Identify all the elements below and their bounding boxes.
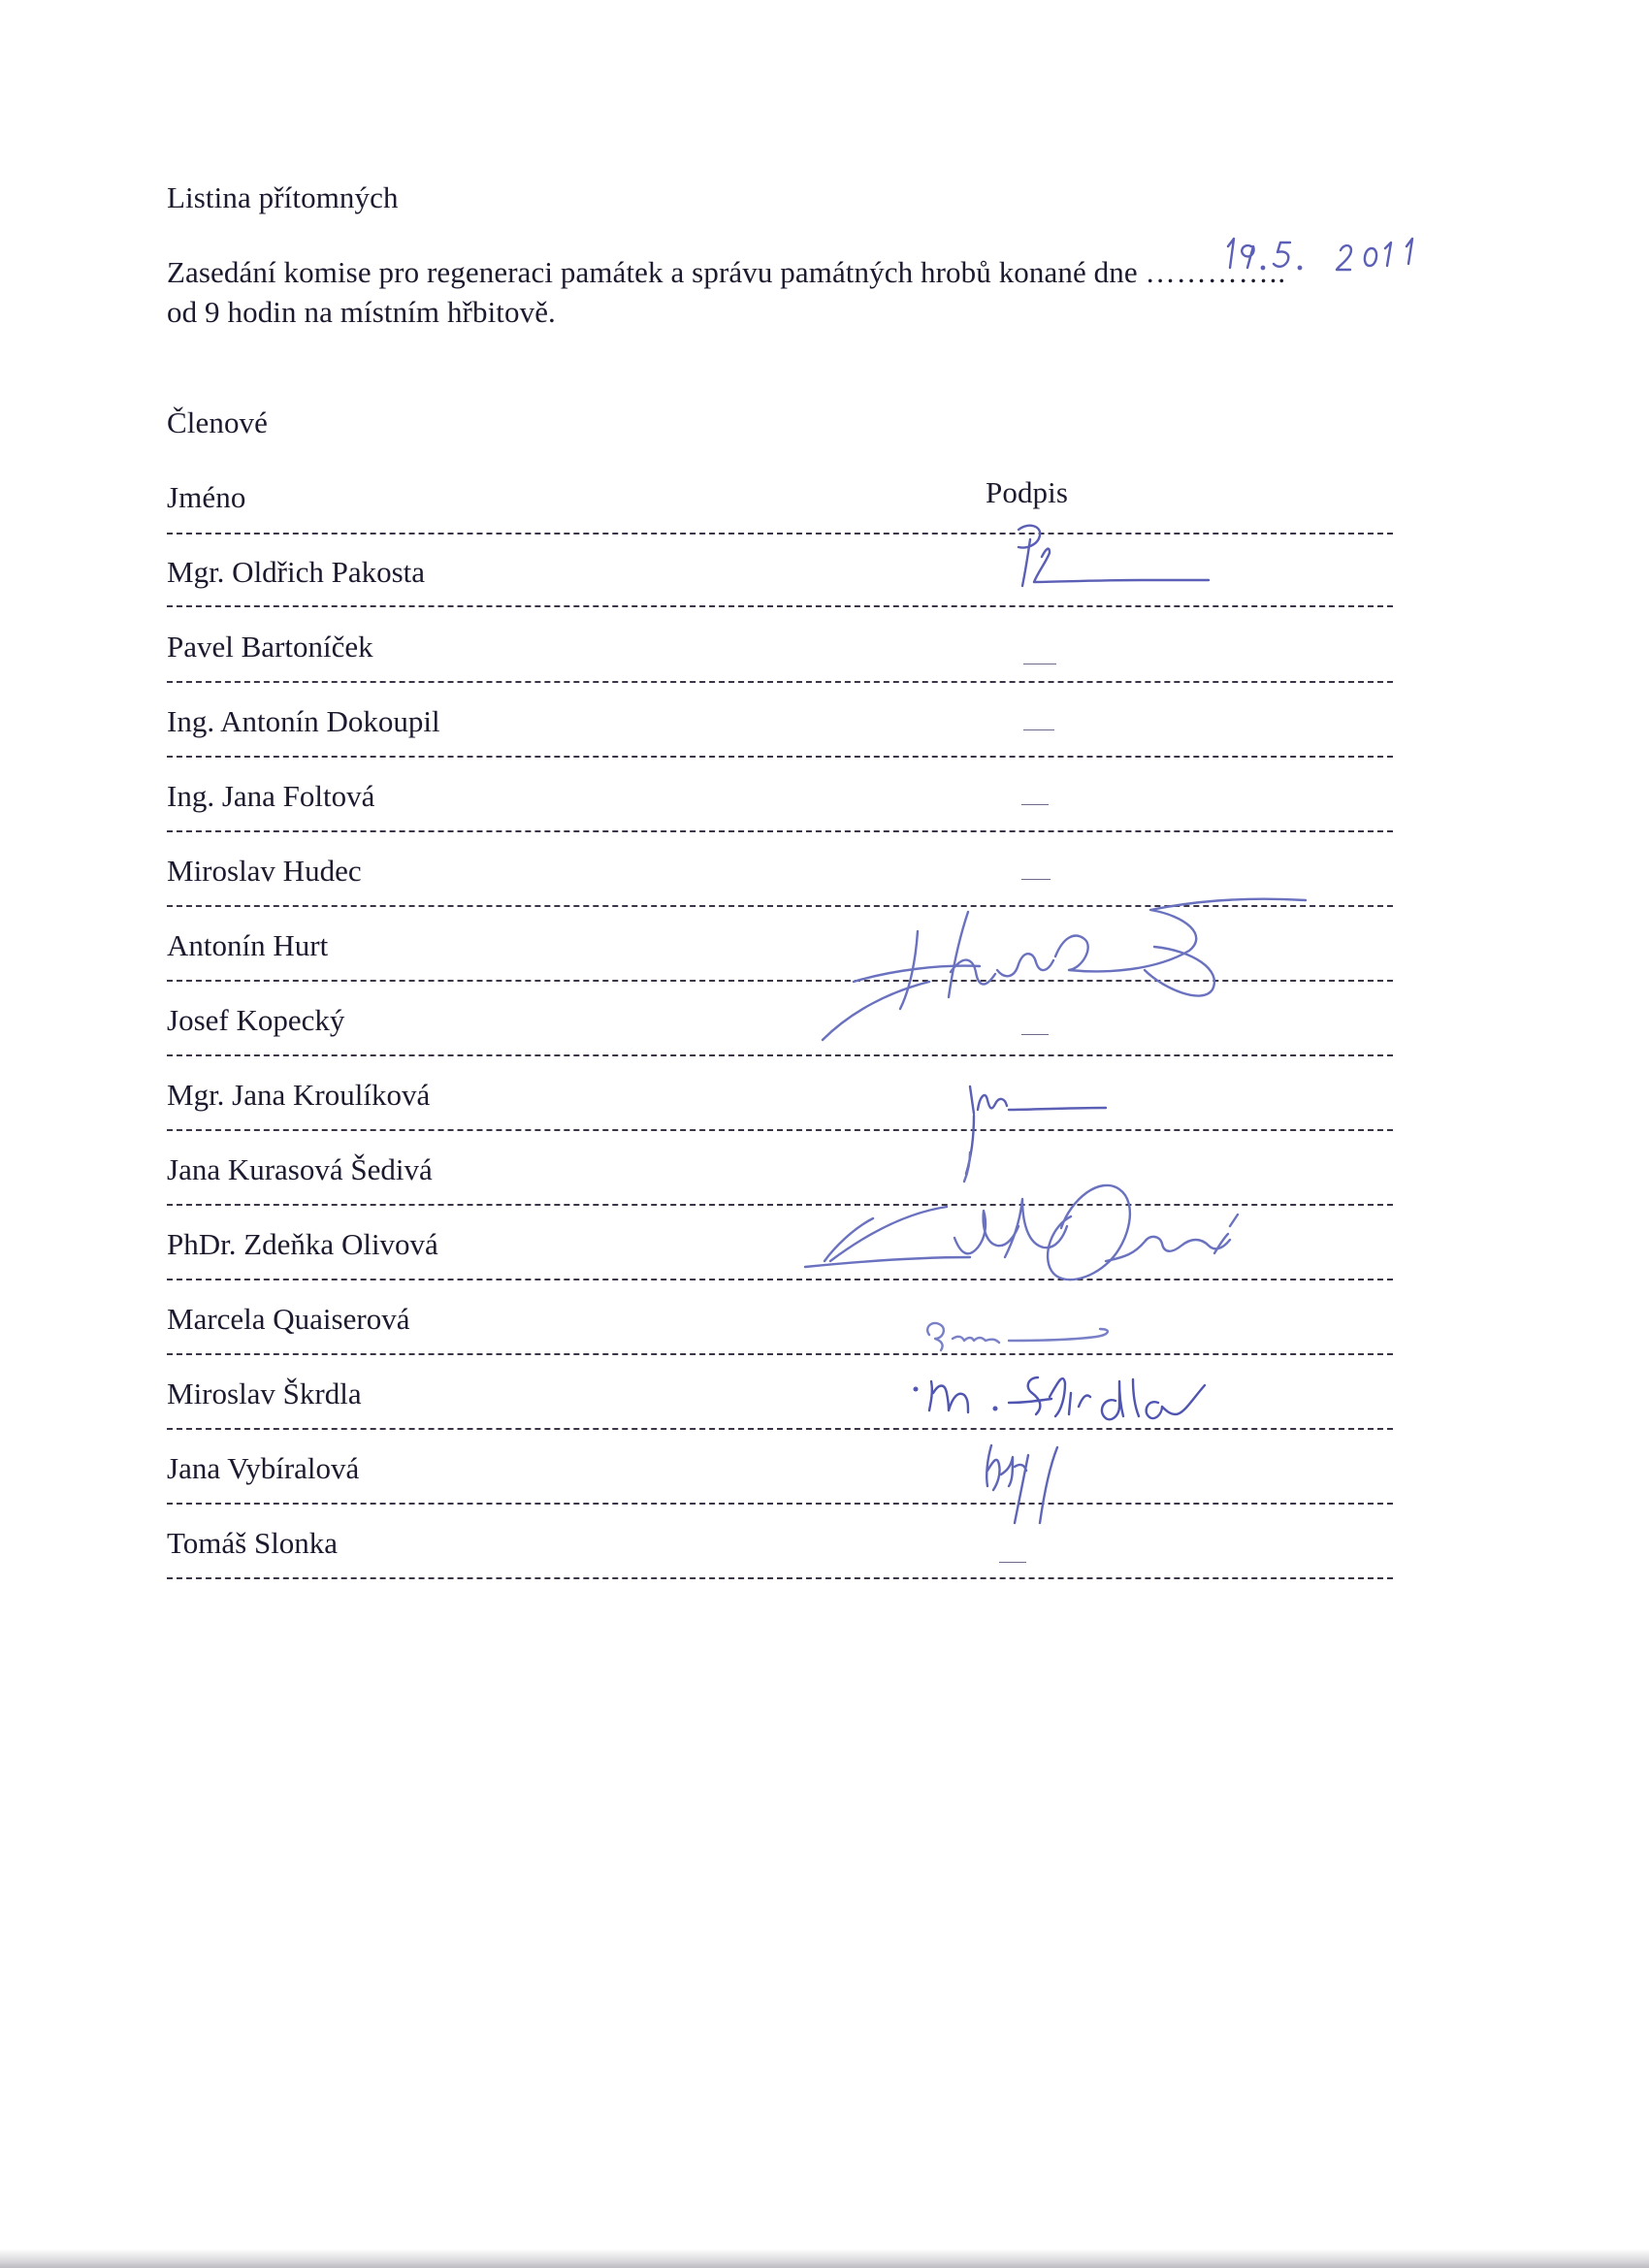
row-rule-11 bbox=[167, 1353, 1393, 1355]
member-name-7: Josef Kopecký bbox=[167, 1003, 345, 1037]
row-rule-4 bbox=[167, 830, 1393, 832]
member-name-2: Pavel Bartoníček bbox=[167, 630, 373, 664]
absence-dash-slonka bbox=[999, 1562, 1026, 1563]
signature-pakosta bbox=[1018, 526, 1209, 586]
signature-kurasova-mark bbox=[964, 1152, 970, 1182]
signature-quaiserova bbox=[927, 1323, 1108, 1350]
members-heading: Členové bbox=[167, 405, 269, 439]
absence-dash-foltova bbox=[1021, 804, 1049, 805]
document-title: Listina přítomných bbox=[167, 180, 399, 214]
member-name-11: Marcela Quaiserová bbox=[167, 1302, 410, 1336]
date-fill-dots: ………….. bbox=[1145, 255, 1287, 289]
row-rule-2 bbox=[167, 681, 1393, 683]
member-name-10: PhDr. Zdeňka Olivová bbox=[167, 1227, 438, 1261]
signature-olivova bbox=[805, 1185, 1238, 1280]
absence-dash-hudec bbox=[1021, 879, 1051, 880]
member-name-9: Jana Kurasová Šedivá bbox=[167, 1152, 433, 1186]
meeting-description-line-1 bbox=[167, 257, 1286, 287]
column-header-signature: Podpis bbox=[986, 475, 1069, 509]
member-name-4: Ing. Jana Foltová bbox=[167, 779, 375, 813]
header-rule bbox=[167, 533, 1393, 535]
signature-skrdla bbox=[915, 1377, 1205, 1419]
member-name-1: Mgr. Oldřich Pakosta bbox=[167, 555, 426, 589]
signature-hurt bbox=[823, 899, 1306, 1040]
meeting-description-line-2: od 9 hodin na místním hřbitově. bbox=[167, 295, 556, 329]
member-name-5: Miroslav Hudec bbox=[167, 854, 362, 888]
absence-dash-kopecky bbox=[1021, 1034, 1049, 1035]
row-rule-5 bbox=[167, 905, 1393, 907]
row-rule-14 bbox=[167, 1577, 1393, 1579]
row-rule-9 bbox=[167, 1204, 1393, 1206]
member-name-3: Ing. Antonín Dokoupil bbox=[167, 704, 440, 738]
row-rule-7 bbox=[167, 1054, 1393, 1056]
row-rule-12 bbox=[167, 1428, 1393, 1430]
row-rule-1 bbox=[167, 605, 1393, 607]
signature-vybiralova bbox=[986, 1445, 1057, 1523]
member-name-12: Miroslav Škrdla bbox=[167, 1377, 362, 1410]
column-header-name: Jméno bbox=[167, 480, 246, 514]
row-rule-3 bbox=[167, 756, 1393, 758]
meeting-description-text: Zasedání komise pro regeneraci památek a správu památných hrobů konané dne bbox=[167, 255, 1138, 289]
row-rule-10 bbox=[167, 1279, 1393, 1280]
scan-bottom-edge bbox=[0, 2249, 1649, 2268]
row-rule-6 bbox=[167, 980, 1393, 982]
row-rule-13 bbox=[167, 1503, 1393, 1505]
absence-dash-dokoupil bbox=[1023, 729, 1054, 730]
member-name-8: Mgr. Jana Kroulíková bbox=[167, 1078, 431, 1112]
row-rule-8 bbox=[167, 1129, 1393, 1131]
member-name-13: Jana Vybíralová bbox=[167, 1451, 360, 1485]
member-name-6: Antonín Hurt bbox=[167, 928, 329, 962]
member-name-14: Tomáš Slonka bbox=[167, 1526, 339, 1560]
